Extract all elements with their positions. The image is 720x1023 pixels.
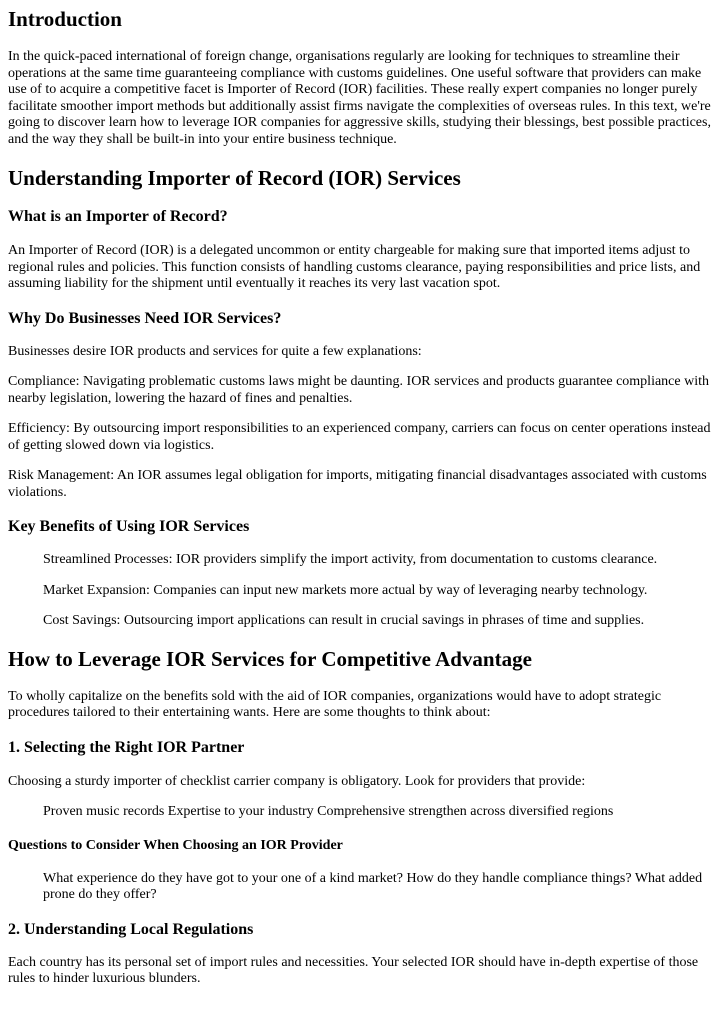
questions-heading: Questions to Consider When Choosing an IOR Provider (8, 837, 343, 853)
what-is-paragraph: An Importer of Record (IOR) is a delegated uncommon or entity chargeable for making sure that imported items adjust to regional rules and policies. This function consists of handling customs clearance, paying responsibilities and price lists, and assuming liability for the shipment until eventually it reaches its very last vacation spot. (8, 243, 701, 291)
why-heading: Why Do Businesses Need IOR Services? (8, 309, 282, 327)
questions-list: What experience do they have got to your one of a kind market? How do they handle compliance things? What added prone do they offer? (43, 870, 703, 902)
understanding-heading: Understanding Importer of Record (IOR) Services (8, 166, 461, 190)
why-efficiency: Efficiency: By outsourcing import responsibilities to an experienced company, carriers can focus on center operations instead of getting slowed down via logistics. (8, 421, 711, 453)
benefit-market-expansion: Market Expansion: Companies can input new markets more actual by way of leveraging nearby technology. (43, 582, 648, 598)
leverage-heading: How to Leverage IOR Services for Competitive Advantage (8, 646, 532, 671)
leverage-paragraph: To wholly capitalize on the benefits sold with the aid of IOR companies, organizations would have to adopt strategic procedures tailored to their entertaining wants. Here are some thoughts to think about: (8, 688, 662, 720)
partner-heading: 1. Selecting the Right IOR Partner (8, 738, 245, 756)
article (0, 6, 720, 988)
intro-paragraph: In the quick-paced international of foreign change, organisations regularly are looking for techniques to streamline their operations at the same time guaranteeing compliance with customs guidelines. One useful software that providers can make use of to acquire a competitive facet is Importer of Record (IOR) facilities. These really expert companies no longer purely facilitate smoother import methods but additionally assist firms navigate the complexities of overseas rules. In this text, we're going to discover learn how to leverage IOR companies for aggressive skills, studying their blessings, best possible practices, and the way they shall be built-in into your entire business technique. (8, 49, 711, 147)
partner-paragraph: Choosing a sturdy importer of checklist carrier company is obligatory. Look for providers that provide: (8, 773, 586, 789)
partner-list: Proven music records Expertise to your industry Comprehensive strengthen across diversified regions (43, 804, 614, 819)
benefit-streamlined: Streamlined Processes: IOR providers simplify the import activity, from documentation to customs clearance. (43, 552, 658, 567)
regulations-heading: 2. Understanding Local Regulations (8, 920, 254, 938)
what-is-heading: What is an Importer of Record? (8, 208, 228, 225)
intro-heading: Introduction (8, 7, 122, 31)
why-intro: Businesses desire IOR products and services for quite a few explanations: (8, 343, 422, 359)
benefits-heading: Key Benefits of Using IOR Services (8, 518, 250, 535)
why-risk: Risk Management: An IOR assumes legal obligation for imports, mitigating financial disadvantages associated with customs violations. (8, 468, 707, 500)
benefit-cost-savings: Cost Savings: Outsourcing import applications can result in crucial savings in phrases of time and supplies. (43, 613, 645, 628)
why-compliance: Compliance: Navigating problematic customs laws might be daunting. IOR services and products guarantee compliance with nearby legislation, lowering the hazard of fines and penalties. (8, 374, 709, 406)
regulations-paragraph: Each country has its personal set of import rules and necessities. Your selected IOR should have in-depth expertise of those rules to hinder luxurious blunders. (8, 954, 699, 986)
